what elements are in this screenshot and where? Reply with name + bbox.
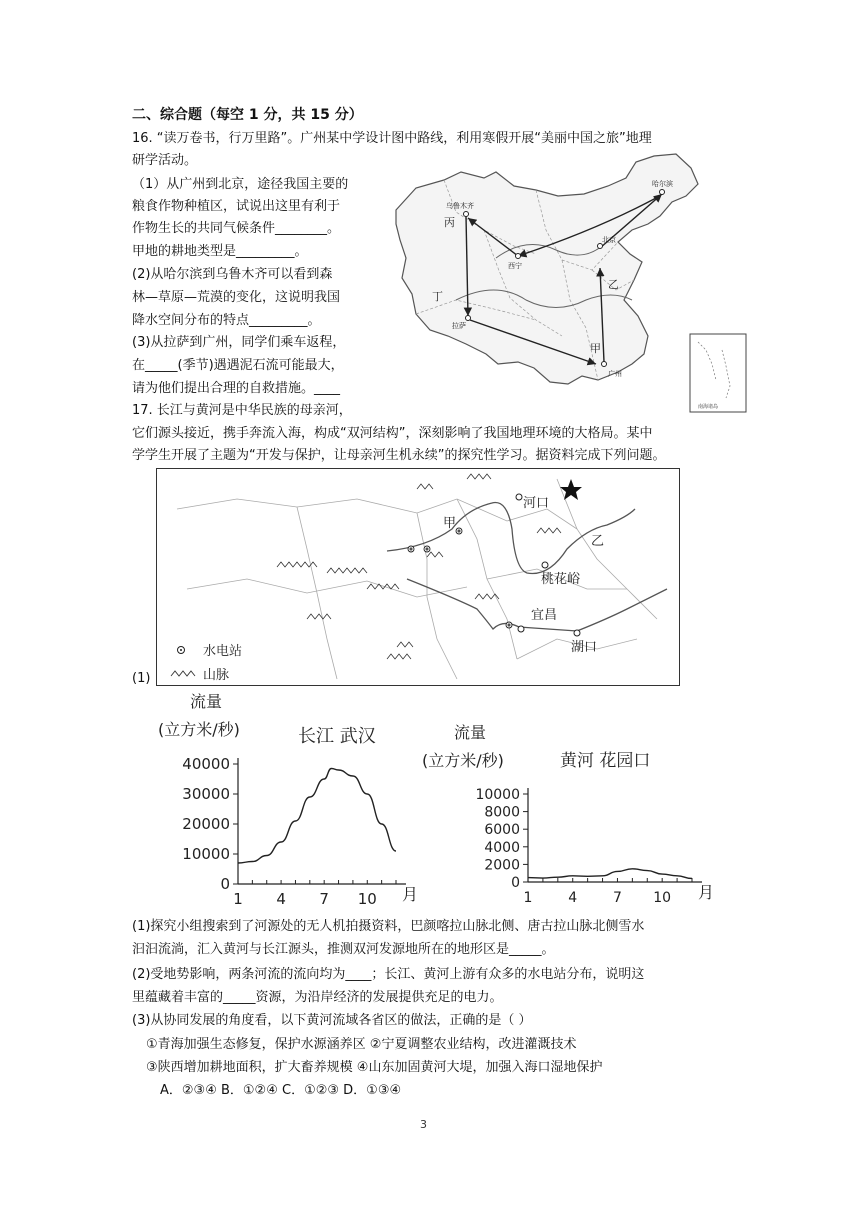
map2-legend-mountain: 山脉 — [203, 668, 230, 683]
q16-p3-line3: 请为他们提出合理的自救措施。____ — [132, 381, 341, 396]
rivers-map-frame — [156, 468, 680, 686]
c2-xtick-label-1: 4 — [568, 890, 578, 904]
q16-p1-line2: 粮食作物种植区，试说出这里有利于 — [132, 199, 341, 214]
chart-yellow — [420, 718, 720, 904]
map2-label-hukou: 湖口 — [571, 640, 598, 655]
c2-ytick-label-4: 8000 — [484, 804, 520, 821]
chart1-ylabel-1: 流量 — [190, 692, 223, 711]
q16-p1-line4: 甲地的耕地类型是_________。 — [132, 244, 308, 259]
q16-intro-line2: 研学活动。 — [132, 153, 198, 168]
chart1-series-line — [238, 769, 396, 864]
q17-q2-line2: 里蕴藏着丰富的_____资源，为沿岸经济的发展提供充足的电力。 — [132, 990, 503, 1005]
c1-xtick-label-3: 10 — [357, 890, 377, 908]
c1-ytick-label-4: 40000 — [182, 755, 230, 773]
map1-city-harbin: 哈尔滨 — [652, 180, 673, 188]
c2-ytick-label-0: 0 — [511, 875, 520, 891]
q17-q1-line1: (1)探究小组搜索到了河源处的无人机拍摄资料，巴颜喀拉山脉北侧、唐古拉山脉北侧雪水 — [132, 919, 645, 934]
q17-choices: A．②③④ B．①②④ C．①②③ D．①③④ — [160, 1083, 402, 1098]
q17-sub-label: (1) — [132, 671, 151, 686]
chart1-title: 长江 武汉 — [298, 726, 376, 747]
c2-xtick-label-2: 7 — [612, 890, 622, 904]
china-route-map — [386, 150, 762, 416]
q16-p2-line2: 林—草原—荒漠的变化，这说明我国 — [132, 290, 341, 305]
chart2-ylabel-1: 流量 — [454, 723, 487, 742]
c2-xtick-label-3: 10 — [653, 890, 672, 904]
c2-ytick-label-3: 6000 — [484, 822, 520, 839]
q17-q2-line1: (2)受地势影响，两条河流的流向均为____；长江、黄河上游有众多的水电站分布，说明这 — [132, 967, 645, 982]
c1-ytick-label-3: 30000 — [182, 785, 230, 803]
map2-label-yi: 乙 — [591, 534, 605, 549]
map1-city-lhasa: 拉萨 — [452, 322, 466, 330]
chart2-ylabel-2: (立方米/秒) — [422, 751, 504, 770]
map2-label-yichang: 宜昌 — [531, 608, 558, 623]
c2-ytick-label-5: 10000 — [475, 787, 520, 803]
map1-region-ding: 丁 — [432, 290, 443, 303]
c1-ytick-label-0: 0 — [220, 875, 230, 893]
page-number: 3 — [420, 1118, 427, 1131]
map1-inset-label: 南海诸岛 — [698, 404, 719, 410]
map1-region-yi: 乙 — [608, 278, 619, 291]
q17-option-line1: ①青海加强生态修复，保护水源涵养区 ②宁夏调整农业结构，改进灌溉技术 — [146, 1037, 577, 1052]
map1-region-jia: 甲 — [590, 342, 601, 355]
c1-xtick-label-2: 7 — [319, 890, 329, 908]
map2-label-taohuayu: 桃花峪 — [541, 572, 581, 587]
q16-p2-line3: 降水空间分布的特点_________。 — [132, 313, 321, 328]
q17-q3: (3)从协同发展的角度看，以下黄河流域各省区的做法，正确的是（ ） — [132, 1013, 532, 1028]
section-title: 二、综合题（每空 1 分，共 15 分） — [132, 107, 363, 123]
chart2-title: 黄河 花园口 — [560, 751, 651, 771]
chart-yangtze — [156, 690, 426, 910]
q17-line3: 学学生开展了主题为“开发与保护，让母亲河生机永续”的探究性学习。据资料完成下列问题。 — [132, 448, 666, 463]
q16-p1-line3: 作物生长的共同气候条件________。 — [132, 221, 341, 236]
map1-region-bing: 丙 — [444, 216, 455, 229]
chart2-xlabel: 月 — [698, 883, 715, 902]
q17-line2: 它们源头接近，携手奔流入海，构成“双河结构”，深刻影响了我国地理环境的大格局。某中 — [132, 426, 653, 441]
map1-city-guangzhou: 广州 — [608, 370, 622, 378]
map1-city-xining: 西宁 — [508, 262, 522, 270]
rivers-map — [157, 469, 679, 685]
map2-label-jia: 甲 — [443, 516, 457, 531]
q16-p3-line2: 在_____(季节)遇遇泥石流可能最大， — [132, 358, 344, 373]
q16-p2-line1: (2)从哈尔滨到乌鲁木齐可以看到森 — [132, 267, 333, 282]
q16-p3-line1: (3)从拉萨到广州，同学们乘车返程， — [132, 335, 346, 350]
chart1-ylabel-2: (立方米/秒) — [158, 720, 240, 739]
c2-xtick-label-0: 1 — [523, 890, 533, 904]
q16-p1-line1: （1）从广州到北京，途径我国主要的 — [132, 177, 349, 192]
c1-ytick-label-2: 20000 — [182, 815, 230, 833]
q17-option-line2: ③陕西增加耕地面积，扩大畜养规模 ④山东加固黄河大堤，加强入海口湿地保护 — [146, 1060, 603, 1075]
c2-ytick-label-1: 2000 — [484, 857, 520, 874]
c1-xtick-label-1: 4 — [276, 890, 286, 908]
map2-label-hekou: 河口 — [523, 496, 550, 511]
q16-intro-line1: 16. “读万卷书，行万里路”。广州某中学设计图中路线，利用寒假开展“美丽中国之旅”地理 — [132, 131, 652, 146]
c2-ytick-label-2: 4000 — [484, 839, 520, 856]
chart1-xlabel: 月 — [402, 885, 419, 904]
map1-city-beijing: 北京 — [602, 236, 616, 244]
chart2-series-line — [528, 869, 692, 879]
map1-city-urumqi: 乌鲁木齐 — [446, 202, 474, 210]
q17-q1-line2: 汩汩流淌，汇入黄河与长江源头，推测双河发源地所在的地形区是_____。 — [132, 942, 555, 957]
q17-line1: 17. 长江与黄河是中华民族的母亲河， — [132, 403, 352, 418]
map2-legend-hydro: 水电站 — [203, 644, 243, 659]
c1-ytick-label-1: 10000 — [182, 845, 230, 863]
c1-xtick-label-0: 1 — [233, 890, 243, 908]
